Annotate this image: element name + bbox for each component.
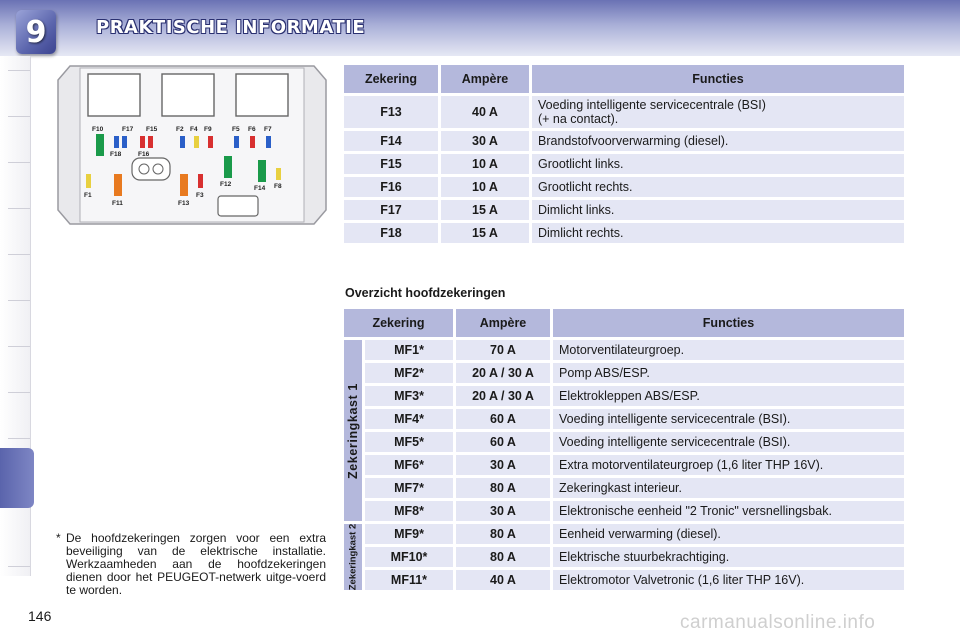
function-cell: Eenheid verwarming (diesel). — [553, 524, 904, 544]
fuse-table-engine — [341, 62, 907, 246]
function-text-continued: (+ na contact). — [538, 112, 619, 126]
fuse-cell: MF8* — [365, 501, 453, 521]
fuse-label: F4 — [190, 126, 198, 133]
fuse-f11 — [114, 174, 122, 196]
connector-round — [132, 158, 170, 180]
fuse-label: F9 — [204, 126, 212, 133]
tab-divider — [8, 70, 30, 71]
table-row — [344, 478, 904, 498]
section-title: Overzicht hoofdzekeringen — [345, 286, 506, 300]
table-row — [344, 501, 904, 521]
fuse-label: F13 — [178, 200, 190, 207]
connector-pin — [153, 164, 163, 174]
footnote-marker: * — [56, 531, 61, 545]
chapter-tab-active[interactable] — [0, 448, 34, 508]
tab-divider — [8, 300, 30, 301]
fuse-box-diagram — [56, 64, 328, 226]
fuse-label: F5 — [232, 126, 240, 133]
column-header-functions: Functies — [553, 309, 904, 337]
fuse-cell: MF11* — [365, 570, 453, 590]
fuse-cell: F15 — [344, 154, 438, 174]
function-cell: Dimlicht rechts. — [532, 223, 904, 243]
function-cell: Voeding intelligente servicecentrale (BSI). — [553, 409, 904, 429]
connector-pin — [139, 164, 149, 174]
ampere-cell: 30 A — [456, 501, 550, 521]
fuse-label: F8 — [274, 183, 282, 190]
fuse-f2 — [180, 136, 185, 148]
table-row — [344, 340, 904, 360]
fuse-f8 — [276, 168, 281, 180]
fuse-f16 — [140, 136, 145, 148]
fuse-label: F6 — [248, 126, 256, 133]
relay-slot — [162, 74, 214, 116]
fuse-f6 — [250, 136, 255, 148]
connector-slot — [218, 196, 258, 216]
ampere-cell: 10 A — [441, 177, 529, 197]
tab-divider — [8, 254, 30, 255]
tab-divider — [8, 346, 30, 347]
tab-divider — [8, 162, 30, 163]
fuse-f14 — [258, 160, 266, 182]
function-cell: Brandstofvoorverwarming (diesel). — [532, 131, 904, 151]
function-cell: Zekeringkast interieur. — [553, 478, 904, 498]
ampere-cell: 10 A — [441, 154, 529, 174]
function-cell — [532, 96, 904, 128]
column-header-fuse: Zekering — [344, 65, 438, 93]
fuse-f18 — [114, 136, 119, 148]
table-header-row — [344, 309, 904, 337]
fuse-cell: MF1* — [365, 340, 453, 360]
fuse-f5 — [234, 136, 239, 148]
footnote — [56, 532, 326, 597]
ampere-cell: 30 A — [441, 131, 529, 151]
fuse-f12 — [224, 156, 232, 178]
column-header-ampere: Ampère — [441, 65, 529, 93]
table-row — [344, 131, 904, 151]
fuse-f15 — [148, 136, 153, 148]
table-row — [344, 363, 904, 383]
function-cell: Grootlicht links. — [532, 154, 904, 174]
fuse-f7 — [266, 136, 271, 148]
fuse-cell: MF10* — [365, 547, 453, 567]
fuse-f17 — [122, 136, 127, 148]
table-row — [344, 96, 904, 128]
ampere-cell: 60 A — [456, 409, 550, 429]
fuse-label: F1 — [84, 192, 92, 199]
fuse-cell: MF4* — [365, 409, 453, 429]
main-fuse-table — [341, 306, 907, 593]
ampere-cell: 40 A — [441, 96, 529, 128]
column-header-functions: Functies — [532, 65, 904, 93]
footnote-text: De hoofdzekeringen zorgen voor een extra beveiliging van de elektrische installatie. Werkzaamheden aan de hoofdzekeringen dienen door het PEUGEOT-netwerk uitge-voerd te worden. — [66, 531, 326, 597]
fuse-label: F14 — [254, 185, 266, 192]
table-row — [344, 154, 904, 174]
ampere-cell: 40 A — [456, 570, 550, 590]
ampere-cell: 80 A — [456, 478, 550, 498]
function-cell: Elektrokleppen ABS/ESP. — [553, 386, 904, 406]
fuse-cell: MF6* — [365, 455, 453, 475]
table-row — [344, 455, 904, 475]
fuse-f10 — [96, 134, 104, 156]
function-cell: Grootlicht rechts. — [532, 177, 904, 197]
relay-slot — [236, 74, 288, 116]
function-cell: Motorventilateurgroep. — [553, 340, 904, 360]
tab-divider — [8, 566, 30, 567]
fuse-label: F12 — [220, 181, 232, 188]
fuse-cell: F13 — [344, 96, 438, 128]
fuse-cell: MF2* — [365, 363, 453, 383]
fuse-f1 — [86, 174, 91, 188]
fuse-cell: F17 — [344, 200, 438, 220]
ampere-cell: 70 A — [456, 340, 550, 360]
ampere-cell: 15 A — [441, 200, 529, 220]
fuse-f9 — [208, 136, 213, 148]
table-header-row — [344, 65, 904, 93]
table-row — [344, 547, 904, 567]
ampere-cell: 30 A — [456, 455, 550, 475]
fuse-cell: MF7* — [365, 478, 453, 498]
table-row — [344, 386, 904, 406]
table-row — [344, 524, 904, 544]
fuse-label: F17 — [122, 126, 134, 133]
tab-divider — [8, 208, 30, 209]
fuse-f4 — [194, 136, 199, 148]
fuse-label: F3 — [196, 192, 204, 199]
page-number: 146 — [28, 608, 52, 624]
fuse-label: F11 — [112, 200, 123, 207]
chapter-title: PRAKTISCHE INFORMATIE — [96, 17, 366, 38]
table-row — [344, 223, 904, 243]
fuse-label: F18 — [110, 151, 122, 158]
table-row — [344, 432, 904, 452]
fuse-label: F16 — [138, 151, 150, 158]
function-text: Voeding intelligente servicecentrale (BSI) — [538, 98, 766, 112]
fuse-cell: F14 — [344, 131, 438, 151]
table-row — [344, 409, 904, 429]
group-label-fusebox-1: Zekeringkast 1 — [346, 382, 360, 479]
fuse-label: F7 — [264, 126, 272, 133]
group-label-fusebox-2: Zekeringkast 2 — [347, 523, 359, 591]
function-cell: Dimlicht links. — [532, 200, 904, 220]
tab-divider — [8, 438, 30, 439]
table-row — [344, 200, 904, 220]
fuse-f13 — [180, 174, 188, 196]
ampere-cell: 20 A / 30 A — [456, 386, 550, 406]
ampere-cell: 80 A — [456, 547, 550, 567]
group-label-cell — [344, 524, 362, 590]
watermark: carmanualsonline.info — [680, 612, 876, 633]
fuse-label: F2 — [176, 126, 184, 133]
function-cell: Elektromotor Valvetronic (1,6 liter THP 16V). — [553, 570, 904, 590]
table-row — [344, 177, 904, 197]
ampere-cell: 15 A — [441, 223, 529, 243]
group-label-cell — [344, 340, 362, 521]
ampere-cell: 20 A / 30 A — [456, 363, 550, 383]
tab-divider — [8, 116, 30, 117]
function-cell: Elektronische eenheid "2 Tronic" versnellingsbak. — [553, 501, 904, 521]
relay-slot — [88, 74, 140, 116]
fuse-cell: F18 — [344, 223, 438, 243]
fuse-label: F10 — [92, 126, 104, 133]
fuse-label: F15 — [146, 126, 158, 133]
function-cell: Pomp ABS/ESP. — [553, 363, 904, 383]
fuse-f3 — [198, 174, 203, 188]
ampere-cell: 80 A — [456, 524, 550, 544]
column-header-ampere: Ampère — [456, 309, 550, 337]
column-header-fuse: Zekering — [344, 309, 453, 337]
chapter-number-badge: 9 — [16, 10, 56, 54]
table-row — [344, 570, 904, 590]
ampere-cell: 60 A — [456, 432, 550, 452]
function-cell: Voeding intelligente servicecentrale (BSI). — [553, 432, 904, 452]
function-cell: Extra motorventilateurgroep (1,6 liter THP 16V). — [553, 455, 904, 475]
tab-divider — [8, 392, 30, 393]
fuse-cell: MF5* — [365, 432, 453, 452]
fuse-cell: MF3* — [365, 386, 453, 406]
fuse-cell: F16 — [344, 177, 438, 197]
function-cell: Elektrische stuurbekrachtiging. — [553, 547, 904, 567]
fuse-cell: MF9* — [365, 524, 453, 544]
